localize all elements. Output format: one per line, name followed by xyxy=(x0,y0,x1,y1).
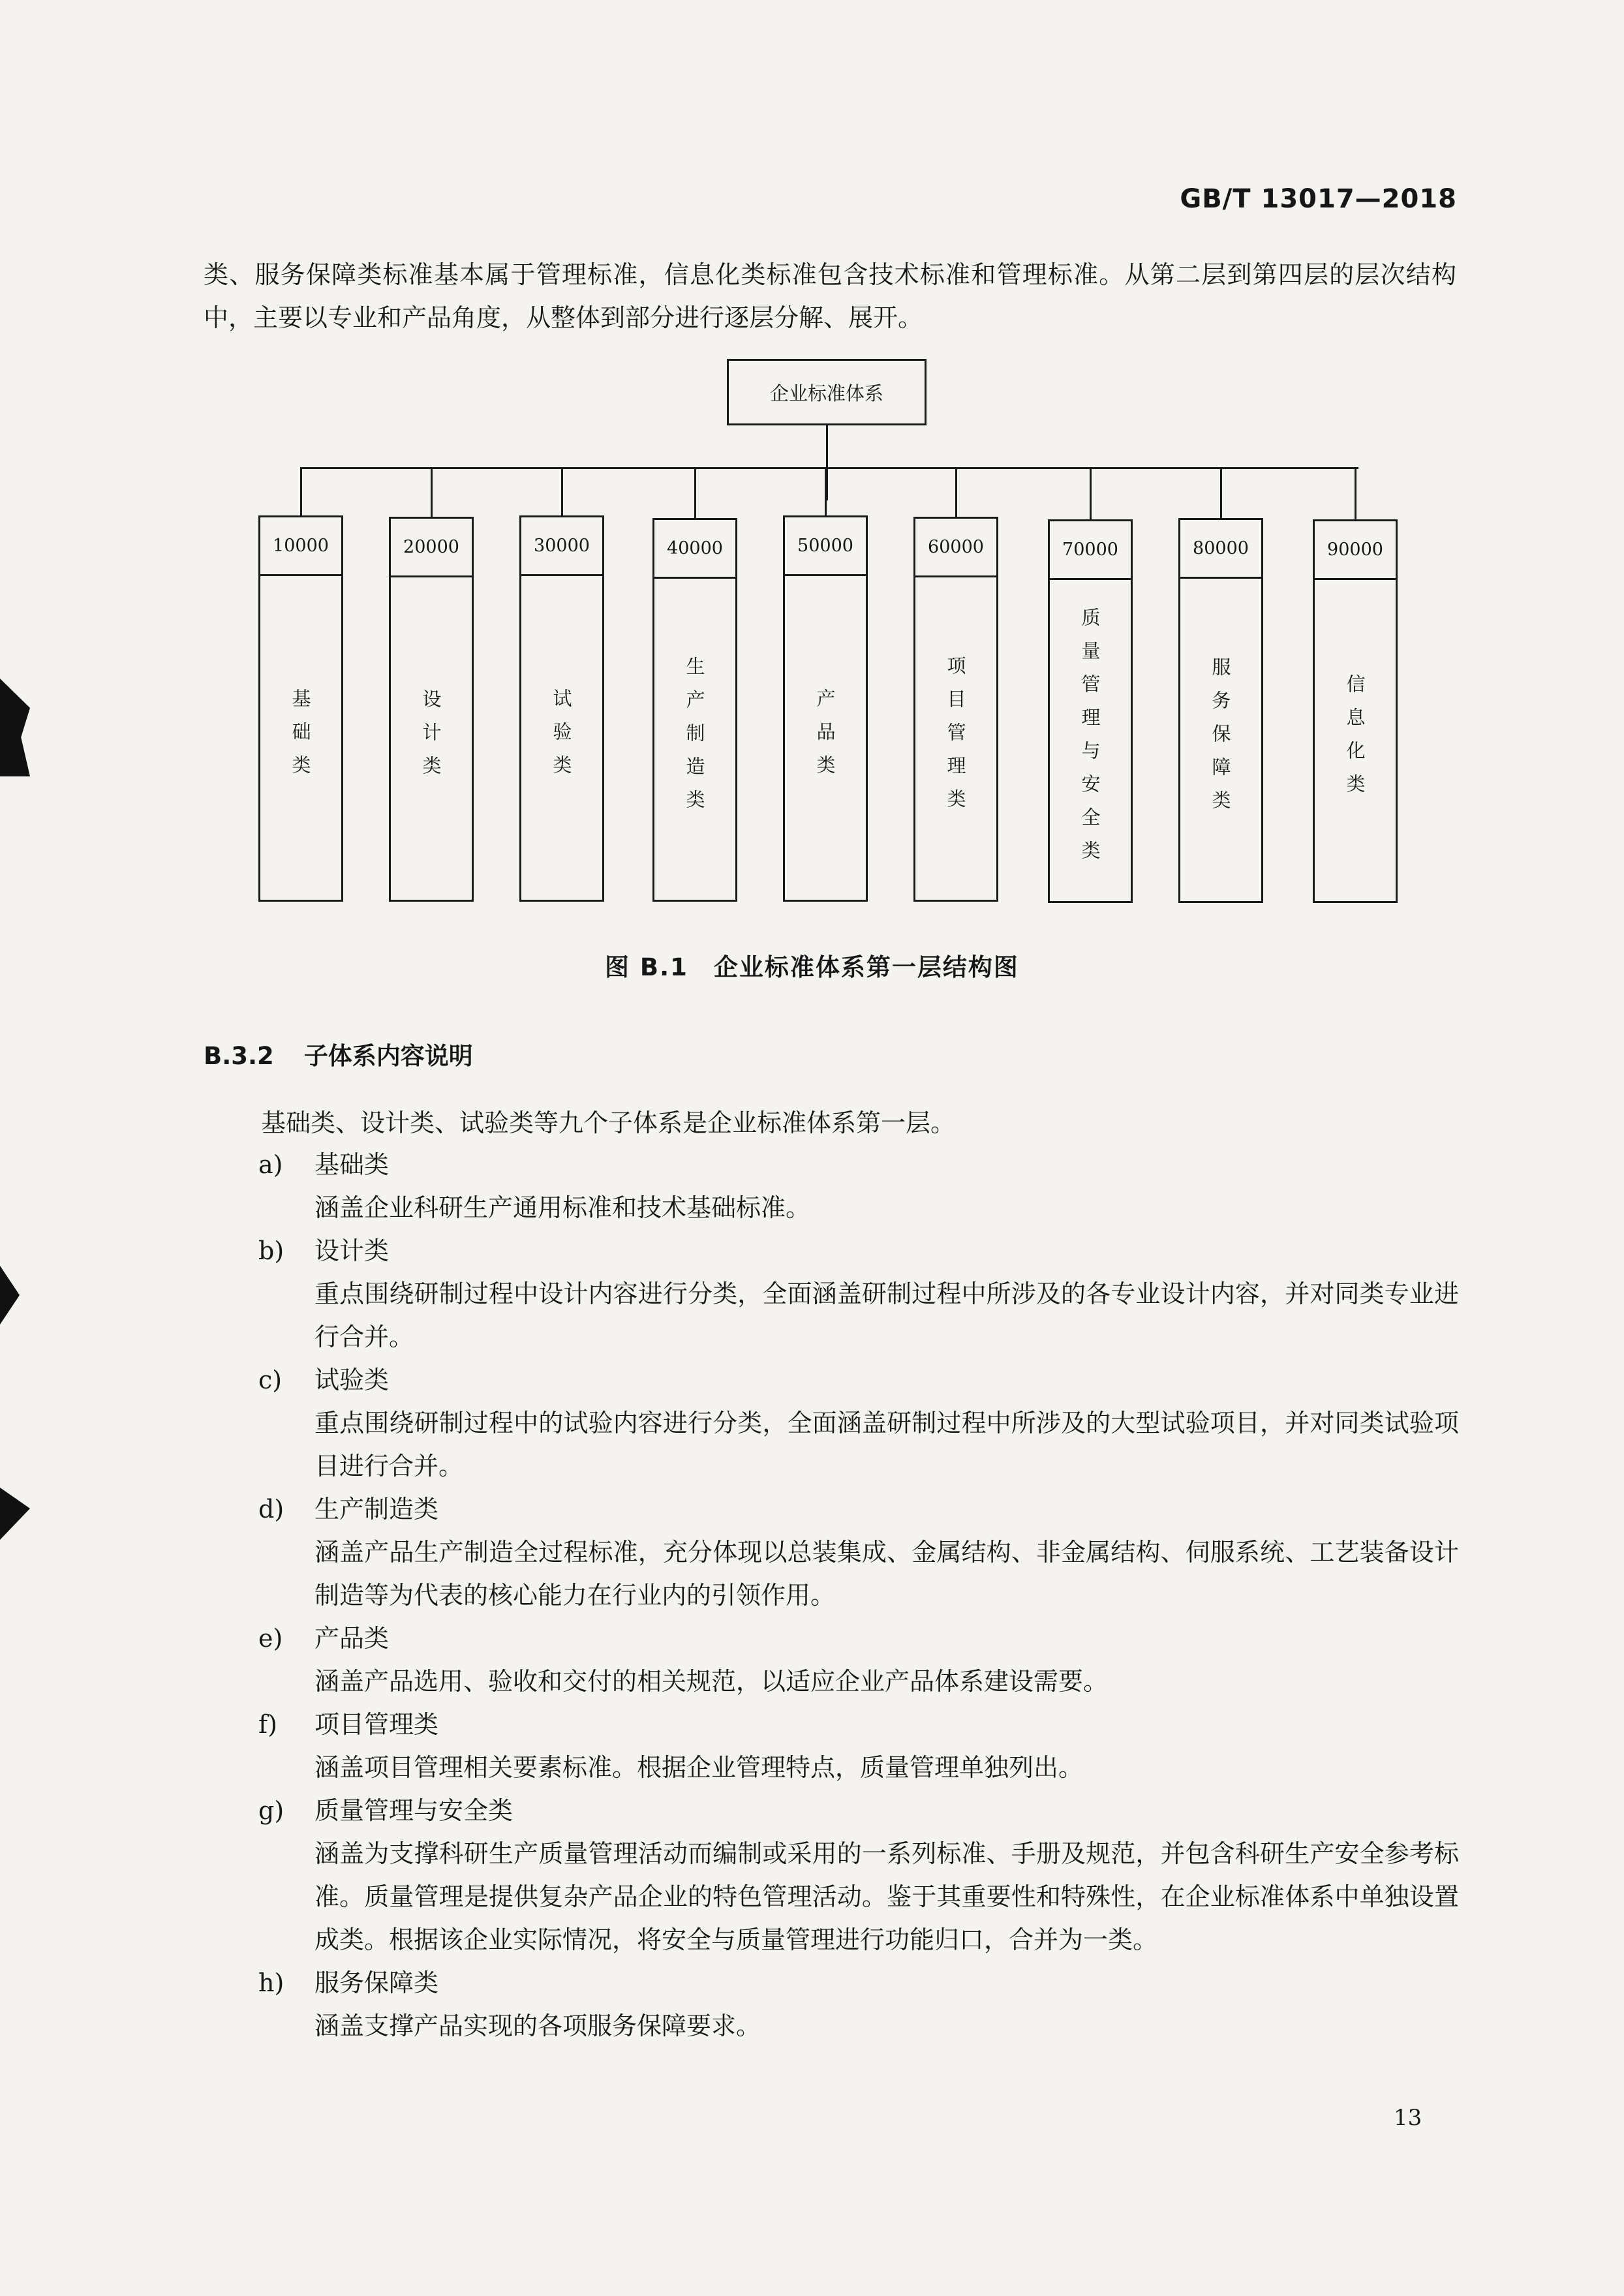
continuation-paragraph: 类、服务保障类标准基本属于管理标准，信息化类标准包含技术标准和管理标准。从第二层到第四层的层次结构中，主要以专业和产品角度，从整体到部分进行逐层分解、展开。 xyxy=(204,260,1456,332)
category-node xyxy=(519,515,604,902)
category-name: 生产制造类 xyxy=(683,656,706,823)
list-marker: d) xyxy=(258,1495,284,1523)
category-node xyxy=(389,517,474,902)
list-item-body: 涵盖支撑产品实现的各项服务保障要求。 xyxy=(314,2012,761,2040)
list-marker: f) xyxy=(258,1710,277,1739)
list-item-title: 项目管理类 xyxy=(314,1710,439,1739)
category-node xyxy=(913,517,998,902)
figure-caption: 图 B.1 企业标准体系第一层结构图 xyxy=(605,953,1019,981)
category-name-cell xyxy=(1315,580,1396,901)
category-code: 90000 xyxy=(1315,521,1396,580)
category-name-cell xyxy=(1180,579,1261,901)
list-item xyxy=(258,1229,1459,1358)
list-item-heading xyxy=(258,1358,1459,1401)
child-connector xyxy=(1090,467,1092,519)
category-node xyxy=(258,515,343,902)
list-marker: a) xyxy=(258,1150,283,1179)
category-name: 试验类 xyxy=(550,688,573,788)
category-code: 60000 xyxy=(915,519,996,577)
list-item xyxy=(258,1143,1459,1229)
list-item-heading xyxy=(258,1229,1459,1272)
list-marker: b) xyxy=(258,1236,284,1265)
list-item-title: 产品类 xyxy=(314,1624,390,1653)
intro-paragraph: 基础类、设计类、试验类等九个子体系是企业标准体系第一层。 xyxy=(261,1109,956,1137)
list-item-body: 涵盖产品选用、验收和交付的相关规范，以适应企业产品体系建设需要。 xyxy=(314,1667,1109,1696)
category-node xyxy=(1178,518,1263,903)
list-item-title: 基础类 xyxy=(314,1150,390,1179)
child-connector xyxy=(694,467,696,518)
list-item-title: 服务保障类 xyxy=(314,1968,439,1997)
list-item-title: 质量管理与安全类 xyxy=(314,1796,513,1825)
category-name: 设计类 xyxy=(420,688,442,789)
list-item-body: 涵盖项目管理相关要素标准。根据企业管理特点，质量管理单独列出。 xyxy=(314,1753,1084,1782)
section-title: 子体系内容说明 xyxy=(303,1042,473,1070)
category-node xyxy=(652,518,737,902)
list-item xyxy=(258,1617,1459,1703)
category-name-cell xyxy=(785,576,866,900)
child-connector xyxy=(1355,467,1356,519)
category-code: 50000 xyxy=(785,517,866,576)
page-number: 13 xyxy=(1394,2105,1422,2131)
category-name-cell xyxy=(1050,580,1131,901)
section-number: B.3.2 xyxy=(204,1042,274,1070)
category-name: 基础类 xyxy=(289,688,312,788)
category-code: 70000 xyxy=(1050,521,1131,580)
category-code: 80000 xyxy=(1180,520,1261,579)
list-item xyxy=(258,1961,1459,2047)
category-node xyxy=(783,515,868,902)
child-connector xyxy=(955,467,957,517)
child-connector xyxy=(431,467,433,517)
list-item-title: 设计类 xyxy=(314,1236,390,1265)
list-item-body: 涵盖产品生产制造全过程标准，充分体现以总装集成、金属结构、非金属结构、伺服系统、工艺装备设计制造等为代表的核心能力在行业内的引领作用。 xyxy=(314,1538,1459,1610)
scan-edge-mark xyxy=(0,1488,30,1540)
list-item-body: 重点围绕研制过程中设计内容进行分类，全面涵盖研制过程中所涉及的各专业设计内容，并对同类专业进行合并。 xyxy=(314,1279,1459,1351)
list-marker: c) xyxy=(258,1366,283,1394)
category-code: 40000 xyxy=(654,520,735,579)
list-item-body: 重点围绕研制过程中的试验内容进行分类，全面涵盖研制过程中所涉及的大型试验项目，并对同类试验项目进行合并。 xyxy=(314,1409,1459,1480)
list-item-heading xyxy=(258,1789,1459,1832)
list-item-heading xyxy=(258,1961,1459,2004)
category-name: 项目管理类 xyxy=(944,655,967,822)
category-name-cell xyxy=(391,577,472,900)
category-name-cell xyxy=(654,579,735,900)
section-heading xyxy=(204,1036,473,1071)
category-node xyxy=(1313,519,1398,903)
child-connector xyxy=(1220,467,1222,518)
child-connector xyxy=(825,467,827,515)
category-name: 服务保障类 xyxy=(1209,656,1232,823)
list-item-body: 涵盖企业科研生产通用标准和技术基础标准。 xyxy=(314,1193,811,1222)
list-marker: h) xyxy=(258,1968,284,1997)
standard-number: GB/T 13017—2018 xyxy=(1180,184,1457,214)
structure-diagram xyxy=(248,359,1435,946)
child-connector xyxy=(561,467,563,515)
list-item-title: 生产制造类 xyxy=(314,1495,439,1523)
category-name-cell xyxy=(260,576,341,900)
category-code: 20000 xyxy=(391,519,472,577)
list-item-title: 试验类 xyxy=(314,1366,390,1394)
category-node xyxy=(1048,519,1133,903)
category-name-cell xyxy=(915,577,996,900)
category-code: 30000 xyxy=(521,517,602,576)
child-connector xyxy=(300,467,302,515)
root-node xyxy=(727,359,927,425)
list-marker: e) xyxy=(258,1624,283,1653)
category-name-cell xyxy=(521,576,602,900)
category-name: 信息化类 xyxy=(1343,674,1366,807)
list-marker: g) xyxy=(258,1796,284,1825)
branch-bar xyxy=(300,467,1358,469)
root-node-label: 企业标准体系 xyxy=(769,382,883,405)
list-item xyxy=(258,1358,1459,1488)
list-item-heading xyxy=(258,1703,1459,1746)
list-item-heading xyxy=(258,1488,1459,1531)
scan-edge-mark xyxy=(0,679,30,776)
category-name: 质量管理与安全类 xyxy=(1079,607,1101,874)
list-item-heading xyxy=(258,1143,1459,1186)
scan-edge-mark xyxy=(0,1266,20,1324)
list-item-heading xyxy=(258,1617,1459,1660)
category-name: 产品类 xyxy=(814,688,836,788)
category-code: 10000 xyxy=(260,517,341,576)
list-item xyxy=(258,1789,1459,1961)
list-item xyxy=(258,1703,1459,1789)
list-item xyxy=(258,1488,1459,1617)
category-list xyxy=(258,1143,1459,2047)
list-item-body: 涵盖为支撑科研生产质量管理活动而编制或采用的一系列标准、手册及规范，并包含科研生产安全参考标准。质量管理是提供复杂产品企业的特色管理活动。鉴于其重要性和特殊性，在企业标准体系中单独设置成类。根据该企业实际情况，将安全与质量管理进行功能归口，合并为一类。 xyxy=(314,1839,1459,1954)
